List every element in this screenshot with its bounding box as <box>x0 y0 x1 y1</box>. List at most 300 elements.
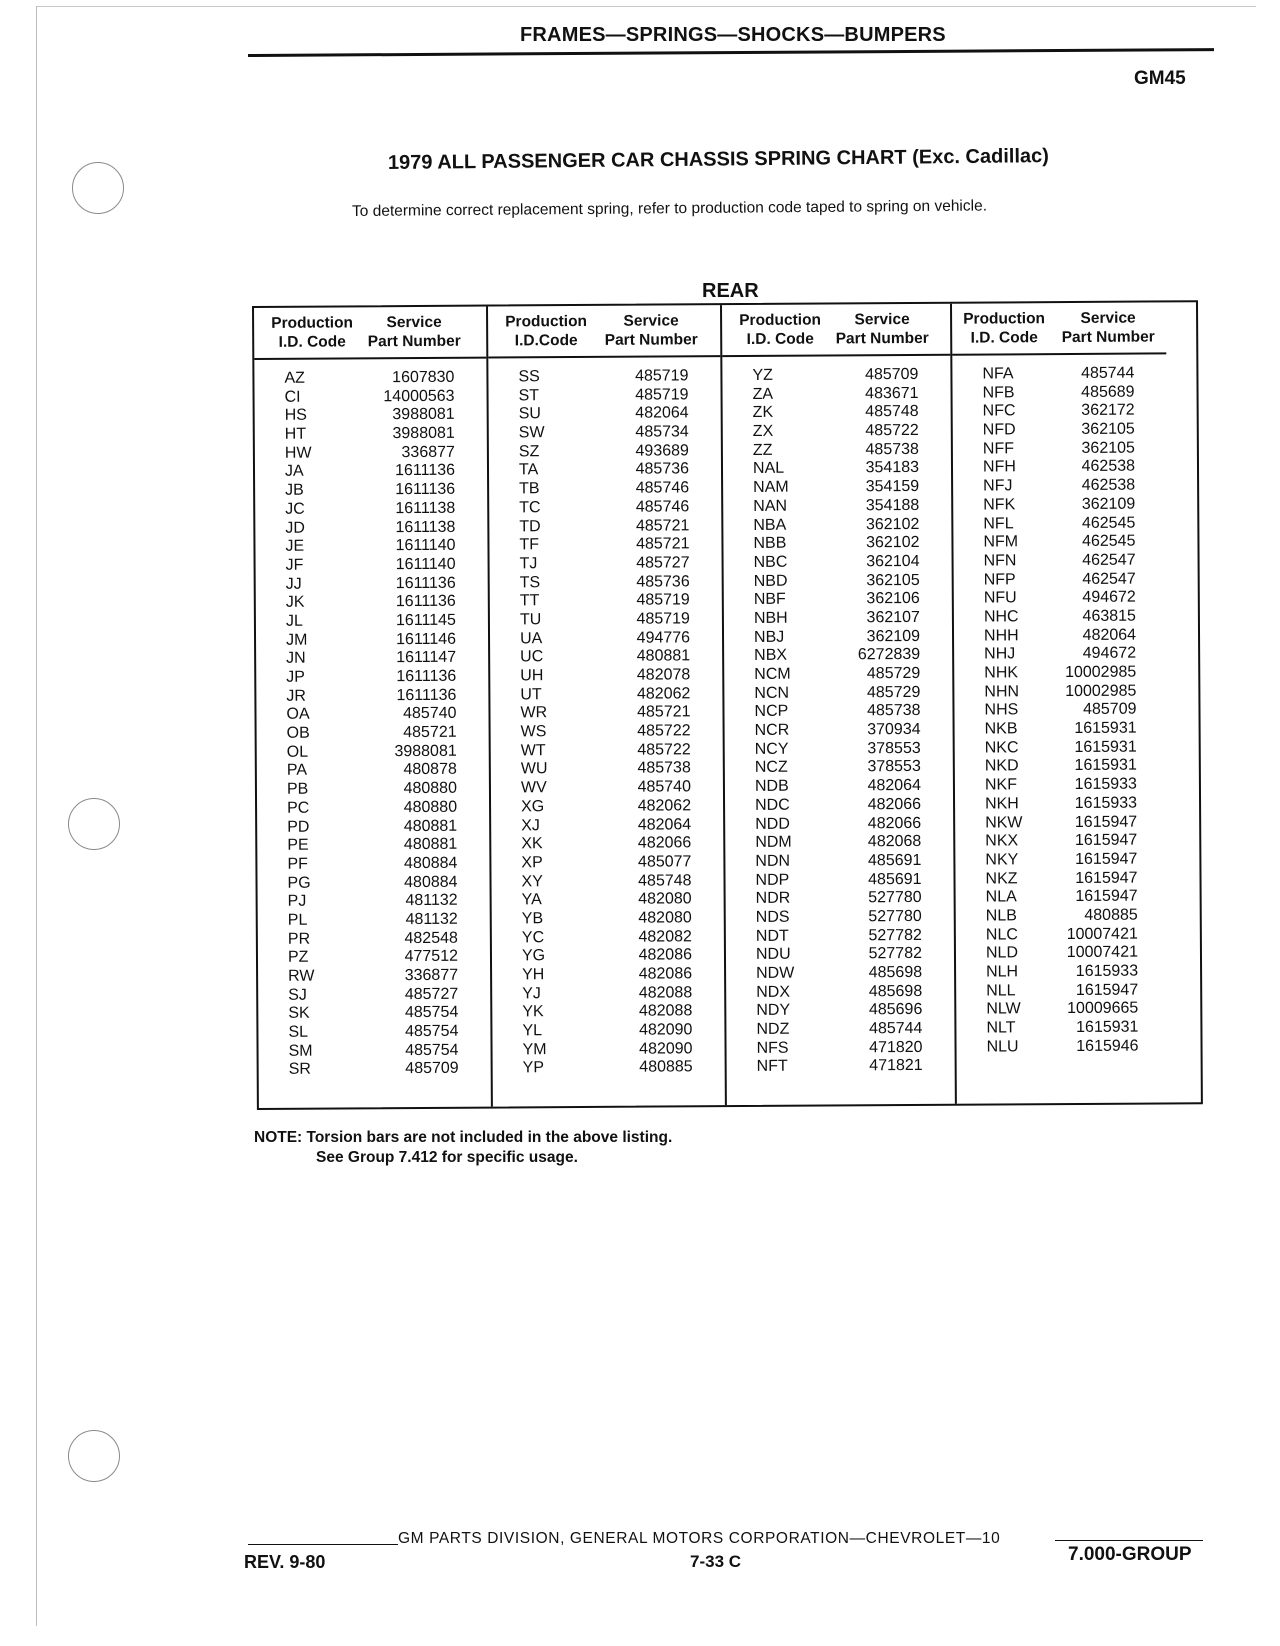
table-row <box>491 741 723 761</box>
production-id-code: RW <box>288 967 315 985</box>
service-part-number: 1615933 <box>1074 794 1138 812</box>
table-row <box>722 366 950 386</box>
production-id-code: JD <box>285 519 305 537</box>
production-id-code: YK <box>522 1003 544 1021</box>
table-row <box>955 850 1169 870</box>
table-row <box>956 1000 1170 1020</box>
table-row <box>956 944 1170 964</box>
service-part-number: 485754 <box>404 1022 459 1041</box>
table-row <box>491 853 723 873</box>
production-id-code: NFT <box>756 1058 788 1076</box>
production-id-code: NDM <box>755 833 792 852</box>
production-id-code: NBA <box>753 516 787 534</box>
service-part-number: 362105 <box>866 571 920 589</box>
table-row <box>490 610 722 630</box>
service-part-number: 480881 <box>636 647 691 665</box>
production-id-code: NBF <box>753 590 786 609</box>
service-part-number: 485722 <box>637 722 691 740</box>
service-part-number: 482090 <box>639 1040 693 1058</box>
table-row <box>723 497 951 517</box>
production-id-code: PG <box>287 874 311 892</box>
header-service-part-number <box>1052 308 1164 347</box>
table-row <box>956 925 1170 945</box>
service-part-number: 1615947 <box>1075 869 1138 887</box>
table-row <box>723 515 951 535</box>
service-part-number: 481132 <box>405 910 458 929</box>
table-row <box>491 816 723 836</box>
service-part-number: 1611136 <box>395 480 456 499</box>
service-part-number: 1611136 <box>395 574 456 592</box>
production-id-code: SL <box>288 1023 309 1041</box>
service-part-number: 480880 <box>403 779 458 798</box>
table-row <box>726 945 954 965</box>
service-part-number: 485709 <box>405 1060 459 1078</box>
production-id-code: JJ <box>285 575 302 593</box>
table-row <box>955 719 1169 739</box>
column-header <box>488 305 720 358</box>
table-row <box>953 402 1167 422</box>
table-row <box>724 609 952 629</box>
production-id-code: SU <box>518 405 541 423</box>
service-part-number: 1611136 <box>396 667 457 686</box>
service-part-number: 1615931 <box>1076 1018 1139 1037</box>
production-id-code: PL <box>287 911 308 929</box>
production-id-code: JF <box>285 556 304 574</box>
page-code: GM45 <box>1134 68 1186 89</box>
binder-hole-bottom <box>68 1430 120 1482</box>
chart-title: 1979 ALL PASSENGER CAR CHASSIS SPRING CHART (Exc. Cadillac) <box>387 145 1049 174</box>
service-part-number: 485721 <box>635 516 690 535</box>
production-id-code: NBC <box>753 553 788 571</box>
service-part-number: 485746 <box>635 479 690 497</box>
table-row <box>489 442 721 462</box>
footer-publisher: GM PARTS DIVISION, GENERAL MOTORS CORPORATION—CHEVROLET—10 <box>398 1530 1001 1547</box>
table-row <box>256 612 488 632</box>
production-id-code: TT <box>519 592 540 610</box>
production-id-code: NHH <box>983 626 1019 645</box>
service-part-number: 485719 <box>636 610 690 628</box>
production-id-code: NKZ <box>985 869 1018 888</box>
chart-subtitle: To determine correct replacement spring, refer to production code taped to spring on vehicle. <box>351 197 988 220</box>
production-id-code: TA <box>518 461 539 479</box>
production-id-code: PD <box>287 818 310 836</box>
service-part-number: 1607830 <box>392 368 455 387</box>
service-part-number: 482086 <box>638 946 693 964</box>
service-part-number: 482066 <box>637 834 692 852</box>
service-part-number: 1611136 <box>395 593 456 611</box>
service-part-number: 485729 <box>866 664 921 683</box>
service-part-number: 1611140 <box>395 555 456 574</box>
table-row <box>492 1040 724 1060</box>
service-part-number: 485734 <box>635 423 689 441</box>
note <box>254 1128 672 1168</box>
table-column <box>720 304 955 1105</box>
production-id-code: PA <box>286 762 308 780</box>
table-row <box>258 929 490 949</box>
production-id-code: YH <box>522 966 545 984</box>
service-part-number: 485738 <box>637 759 691 778</box>
service-part-number: 485746 <box>635 498 690 516</box>
service-part-number: 482082 <box>638 927 692 946</box>
table-row <box>490 666 722 686</box>
table-row <box>491 778 723 798</box>
production-id-code: NDW <box>756 964 795 982</box>
header-text: I.D. Code <box>746 330 814 348</box>
service-part-number: 1611146 <box>396 630 457 648</box>
table-row <box>723 534 951 554</box>
header-text: Service <box>386 313 442 332</box>
production-id-code: XP <box>521 854 543 872</box>
production-id-code: TS <box>519 573 541 591</box>
table-row <box>257 742 489 762</box>
service-part-number: 485721 <box>637 703 691 722</box>
production-id-code: NDB <box>754 777 789 796</box>
production-id-code: OB <box>286 724 310 742</box>
service-part-number: 1615931 <box>1074 738 1137 756</box>
service-part-number: 480881 <box>403 835 458 854</box>
column-header <box>254 307 486 360</box>
table-row <box>488 367 720 387</box>
table-row <box>490 685 722 705</box>
table-row <box>258 1023 490 1043</box>
service-part-number: 3988081 <box>392 424 455 443</box>
production-id-code: UC <box>520 648 544 666</box>
service-part-number: 482064 <box>637 815 692 834</box>
production-id-code: ZX <box>752 422 774 441</box>
production-id-code: YB <box>521 910 544 928</box>
production-id-code: XY <box>521 872 543 890</box>
table-row <box>724 646 952 666</box>
production-id-code: JL <box>285 612 303 630</box>
table-row <box>724 590 952 610</box>
table-row <box>726 1038 954 1058</box>
header-text: I.D. Code <box>970 329 1038 347</box>
production-id-code: YM <box>522 1040 547 1059</box>
table-row <box>953 495 1167 515</box>
table-row <box>257 854 489 874</box>
service-part-number: 485696 <box>868 1001 923 1019</box>
production-id-code: JC <box>285 500 305 518</box>
service-part-number: 480881 <box>403 817 458 835</box>
production-id-code: NDX <box>756 983 791 1001</box>
production-id-code: JN <box>286 649 306 668</box>
service-part-number: 14000563 <box>383 387 455 405</box>
table-row <box>492 984 724 1004</box>
table-row <box>255 481 487 501</box>
service-part-number: 471821 <box>869 1057 923 1075</box>
section-label-rear: REAR <box>702 280 759 302</box>
production-id-code: NCZ <box>754 759 788 777</box>
table-row <box>725 777 953 797</box>
service-part-number: 370934 <box>867 720 921 739</box>
table-row <box>725 739 953 759</box>
table-row <box>258 1004 490 1024</box>
table-row <box>490 573 722 593</box>
production-id-code: NFF <box>982 440 1015 458</box>
production-id-code: PJ <box>287 892 307 911</box>
production-id-code: WU <box>520 760 548 778</box>
binder-hole-middle <box>68 798 120 850</box>
production-id-code: NFB <box>982 384 1015 402</box>
table-row <box>725 870 953 890</box>
service-part-number: 362105 <box>1081 439 1135 457</box>
table-row <box>255 518 487 538</box>
table-row <box>724 665 952 685</box>
table-row <box>489 386 721 406</box>
table-row <box>491 722 723 742</box>
production-id-code: NFH <box>982 458 1016 476</box>
table-row <box>489 423 721 443</box>
service-part-number: 485738 <box>865 440 919 459</box>
service-part-number: 362105 <box>1081 420 1135 438</box>
production-id-code: PC <box>287 799 310 817</box>
table-row <box>490 591 722 611</box>
production-id-code: NCN <box>754 684 790 702</box>
footer-revision: REV. 9-80 <box>244 1552 326 1572</box>
service-part-number: 10002985 <box>1065 682 1137 700</box>
service-part-number: 362172 <box>1081 401 1135 420</box>
service-part-number: 485736 <box>636 572 690 591</box>
production-id-code: OA <box>286 706 310 724</box>
table-row <box>726 926 954 946</box>
service-part-number: 485721 <box>636 535 690 553</box>
production-id-code: NBB <box>753 534 787 553</box>
service-part-number: 462547 <box>1082 570 1136 588</box>
production-id-code: NFK <box>983 496 1016 514</box>
service-part-number: 480884 <box>404 873 458 891</box>
table-row <box>493 1059 725 1079</box>
production-id-code: WV <box>520 779 547 797</box>
production-id-code: NCR <box>754 721 790 740</box>
column-rows <box>488 367 724 1079</box>
production-id-code: NFM <box>983 533 1019 551</box>
table-row <box>256 574 488 594</box>
production-id-code: TJ <box>519 555 538 573</box>
header-text: Production <box>739 311 822 330</box>
production-id-code: NDR <box>755 889 791 908</box>
table-row <box>255 537 487 557</box>
service-part-number: 485689 <box>1081 383 1135 401</box>
production-id-code: NLB <box>985 907 1017 925</box>
production-id-code: NHC <box>983 608 1019 626</box>
production-id-code: JB <box>285 481 304 499</box>
production-id-code: NBJ <box>753 628 785 646</box>
header-rule <box>248 48 1214 57</box>
header-production-id-code <box>732 310 828 349</box>
production-id-code: NLW <box>986 1000 1021 1018</box>
service-part-number: 493689 <box>635 442 689 460</box>
service-part-number: 527782 <box>868 926 922 944</box>
table-row <box>491 834 723 854</box>
table-row <box>953 458 1167 478</box>
table-column <box>254 307 491 1108</box>
table-row <box>255 499 487 519</box>
table-row <box>490 647 722 667</box>
production-id-code: NDN <box>755 852 791 870</box>
production-id-code: NHJ <box>984 645 1016 663</box>
production-id-code: TF <box>519 536 540 554</box>
table-row <box>953 439 1167 459</box>
service-part-number: 485722 <box>865 421 919 440</box>
service-part-number: 485744 <box>868 1019 923 1038</box>
table-row <box>956 1018 1170 1038</box>
service-part-number: 1611145 <box>395 611 456 630</box>
table-row <box>489 498 721 518</box>
header-text: Part Number <box>604 331 698 349</box>
table-row <box>258 967 490 987</box>
service-part-number: 482078 <box>636 666 691 684</box>
header-text: I.D. Code <box>278 333 346 351</box>
production-id-code: UA <box>519 629 543 647</box>
service-part-number: 483671 <box>865 384 919 402</box>
service-part-number: 527780 <box>868 907 922 926</box>
table-row <box>255 443 487 463</box>
service-part-number: 1615933 <box>1075 962 1139 980</box>
table-row <box>492 909 724 929</box>
table-row <box>955 738 1169 758</box>
production-id-code: YJ <box>522 984 541 1003</box>
production-id-code: NKX <box>985 832 1019 850</box>
production-id-code: NKD <box>984 757 1019 775</box>
table-row <box>724 553 952 573</box>
table-row <box>954 626 1168 646</box>
production-id-code: PF <box>287 855 308 873</box>
production-id-code: TU <box>519 611 542 629</box>
table-row <box>724 627 952 647</box>
service-part-number: 482080 <box>638 890 692 908</box>
service-part-number: 462538 <box>1081 458 1136 476</box>
table-row <box>490 704 722 724</box>
production-id-code: NHK <box>984 664 1019 682</box>
service-part-number: 482088 <box>638 984 693 1002</box>
header-service-part-number <box>826 310 938 349</box>
production-id-code: NDP <box>755 871 790 889</box>
service-part-number: 463815 <box>1082 607 1136 625</box>
service-part-number: 485748 <box>638 871 692 890</box>
service-part-number: 1615947 <box>1075 850 1138 868</box>
production-id-code: CI <box>284 388 301 406</box>
header-text: Part Number <box>367 332 461 351</box>
table-row <box>725 758 953 778</box>
table-row <box>956 962 1170 982</box>
table-row <box>954 645 1168 665</box>
production-id-code: PB <box>286 780 309 798</box>
production-id-code: YC <box>521 928 545 946</box>
production-id-code: TC <box>519 499 541 517</box>
table-row <box>955 757 1169 777</box>
table-row <box>954 682 1168 702</box>
table-row <box>489 517 721 537</box>
table-row <box>257 817 489 837</box>
section-header-title: FRAMES—SPRINGS—SHOCKS—BUMPERS <box>520 24 946 46</box>
production-id-code: SR <box>288 1061 311 1079</box>
table-column <box>950 302 1171 1103</box>
table-row <box>955 776 1169 796</box>
production-id-code: NBX <box>754 647 788 665</box>
service-part-number: 1615947 <box>1075 887 1138 906</box>
service-part-number: 482064 <box>1082 626 1137 644</box>
production-id-code: TB <box>519 480 540 498</box>
service-part-number: 477512 <box>404 948 459 966</box>
production-id-code: XK <box>521 835 543 853</box>
table-row <box>492 890 724 910</box>
service-part-number: 482088 <box>638 1002 693 1021</box>
service-part-number: 485722 <box>637 741 691 759</box>
table-row <box>491 797 723 817</box>
table-row <box>727 1057 955 1077</box>
production-id-code: NDD <box>755 815 790 833</box>
table-row <box>259 1060 491 1080</box>
service-part-number: 362104 <box>866 552 920 571</box>
table-row <box>257 798 489 818</box>
table-row <box>726 1020 954 1040</box>
table-row <box>725 814 953 834</box>
table-row <box>954 607 1168 627</box>
table-row <box>953 514 1167 534</box>
service-part-number: 10002985 <box>1065 663 1137 682</box>
table-row <box>258 892 490 912</box>
service-part-number: 485698 <box>868 963 923 982</box>
production-id-code: NFP <box>983 570 1016 589</box>
service-part-number: 482080 <box>638 909 692 927</box>
service-part-number: 1611147 <box>396 649 457 667</box>
table-row <box>491 760 723 780</box>
service-part-number: 10007421 <box>1066 943 1139 962</box>
service-part-number: 1615947 <box>1075 981 1139 999</box>
production-id-code: NLL <box>986 982 1016 1000</box>
production-id-code: WR <box>520 704 548 722</box>
service-part-number: 485744 <box>1080 364 1135 382</box>
table-row <box>726 982 954 1002</box>
service-part-number: 362106 <box>866 590 920 608</box>
production-id-code: NFN <box>983 552 1017 570</box>
production-id-code: XJ <box>521 816 540 834</box>
production-id-code: PE <box>287 836 309 854</box>
header-text: Production <box>963 310 1046 328</box>
production-id-code: SW <box>518 424 545 442</box>
table-row <box>953 477 1167 497</box>
service-part-number: 485719 <box>636 591 690 609</box>
service-part-number: 485727 <box>636 554 690 572</box>
production-id-code: OL <box>286 743 309 761</box>
production-id-code: NHN <box>984 683 1020 701</box>
production-id-code: NDZ <box>756 1020 790 1038</box>
production-id-code: NAN <box>753 497 788 515</box>
production-id-code: NLD <box>985 944 1019 962</box>
table-row <box>489 535 721 555</box>
service-part-number: 1615933 <box>1074 775 1137 794</box>
service-part-number: 482086 <box>638 965 693 983</box>
production-id-code: PR <box>287 930 311 948</box>
table-row <box>257 780 489 800</box>
production-id-code: NKW <box>985 813 1023 832</box>
service-part-number: 462545 <box>1082 532 1136 551</box>
column-rows <box>254 369 490 1081</box>
service-part-number: 1615947 <box>1074 813 1138 831</box>
production-id-code: JM <box>285 631 308 649</box>
service-part-number: 482064 <box>635 404 689 423</box>
table-row <box>258 985 490 1005</box>
table-row <box>256 649 488 669</box>
table-row <box>492 946 724 966</box>
note-line-1: NOTE: Torsion bars are not included in the above listing. <box>254 1129 673 1146</box>
service-part-number: 485738 <box>867 702 921 720</box>
production-id-code: HS <box>284 407 307 425</box>
service-part-number: 6272839 <box>857 646 921 664</box>
table-row <box>257 836 489 856</box>
header-service-part-number <box>595 311 707 350</box>
service-part-number: 1615946 <box>1076 1037 1139 1055</box>
